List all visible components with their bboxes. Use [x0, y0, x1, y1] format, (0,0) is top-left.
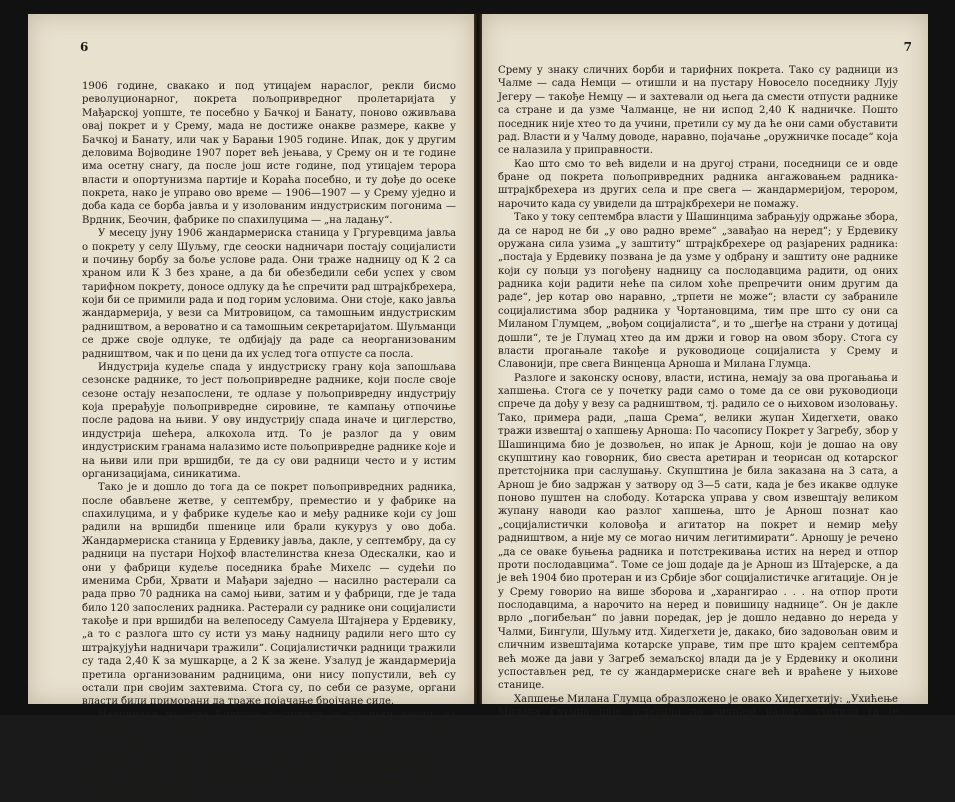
paragraph: У месецу јуну 1906 жандармериска станица у Гргуревцима јавља о покрету у селу Шуљму, где сеоски надничари постају социјалисти и почињу борбу за боље услове рада. Они траже надницу од К 2 са храном или К 3 без хране, а да би обезбедили себи успех у свом тарифном покрету, доносе одлуку да ће спречити рад штрајкбрехера, који би се примили рада и под горим условима. Они стоје, како јавља жандармерија, у вези са Митровицом, са тамошњим индустриским радништвом, а вероватно и са тамошњим секретаријатом. Шуљманци се држе своје одлуке, те одбијају да раде са неорганизованим радништвом, чак и по цени да их услед тога отпусте са посла. — [82, 228, 456, 360]
paragraph: Као што смо то већ видели и на другој страни, поседници се и овде бране од покрета пољопривредних радника ангажовањем радника-штрајкбрехера из других села и пре свега — жандармеријом, терором, нарочито када су увидели да штрајкбрехери не помажу. — [498, 158, 898, 210]
page-number: 6 — [80, 40, 89, 54]
paragraph: Индустрија кудеље спада у индустриску грану која запошљава сезонске раднике, то јест пољопривредне раднике, који после своје сезоне остају незапослени, те одлазе у пољопривредну индустрију која прерађује пољопривредне сировине, те кампању отпочиње после радова на њиви. У ову индустрију спада иначе и циглерство, индустрија шећера, алкохола итд. То је разлог да у овим индустриским гранама налазимо исте пољопривредне раднике које и на њиви или при вршидби, те да су ови радници често и у истим организацијама, синикатима. — [82, 361, 456, 480]
body-text — [498, 64, 898, 733]
paragraph: Разлоге и законску основу, власти, истина, немају за ова прогањања и хапшења. Стога се у почетку ради само о томе да се ови руководиоци спрече да дођу у везу са радништвом, тј. радило се о њиховом изоловању. Тако, примера ради, „паша Срема“, велики жупан Хидегхети, овако тражи извештај о хапшењу Арноша: По часопису Покрет у Загребу, збор у Шашинцима био је дозвољен, но ипак је Арнош, који је дошао на ову скупштину као говорник, био свеста аретиран и теорисан од котарског претстојника при саслушању. Скупштина је била заказана на 3 сата, а Арнош је био задржан у затвору од 3—5 сати, када је без икакве одлуке поново пуштен на слободу. Котарска управа у свом извештају великом жупану наводи као разлог хапшења, што је Арнош познат као „социјалистички коловођа и агитатор на покрет и немир међу радништвом, а није му се могао ничим легитимирати“. Арношу је речено „да се оваке буњења радника и потстрекивања истих на неред и отпор проти послодавцима“. Томе се још додаје да је Арнош из Штајерске, а да је већ 1904 био протеран и из Србије због социјалистичке агитације. Он је у Срему говорио на више зборова и „харангирао . . . на отпор проти послодавцима, а нарочито на неред и повишицу наднице“. Он је дакле врло „погибељан“ по јавни поредак, јер је дошло недавно до нереда у Чалми, Бингули, Шуљму итд. Хидегхети је, дакако, био задовољан овим и сличним извештајима котарске управе, тим пре што крајем септембра већ може да јави у Загреб земаљској влади да је у Ердевику и околини успостављен ред, те су жандармериске снаге већ и враћене у њихове станице. — [498, 372, 898, 692]
paragraph: Тако је и дошло до тога да се покрет пољопривредних радника, после обављене жетве, у септембру, преместио и у фабрике на спахилуцима, и у фабрике кудеље као и међу раднике који су још радили на вршидби пшенице или брали кукуруз у ово доба. Жандармериска станица у Ердевику јавља, дакле, у септембру, да су радници на пустари Нојхоф властелинства кнеза Одескалки, као и они у фабрици кудеље поседника браће Михелс — судећи по именима Срби, Хрвати и Мађари заједно — насилно растерали са рада прво 70 радника на самој њиви, затим и у фабрици, где је тада било 120 запослених радника. Растерали су раднике они социјалисти такође и при вршидби на велепоседу Самуела Штајнера у Ердевику, „а то с разлога што су исти уз мању надницу радили него што су штрајкујући надничари тражили“. Социјалистички радници тражили су тада 2,40 К за мушкарце, а 2 К за жене. Узалуд је жандармерија претила организованим радницима, они нису попустили, већ су остали при својим захтевима. Стога су, по себи се разуме, органи власти били приморани да траже појачање бројчане силе. — [82, 482, 456, 708]
right-page — [482, 14, 928, 732]
paragraph: Хапшење Милана Глумца образложено је овако Хидегхетију: „Ухићење Милана Глумца није уследило по ничијем налогу; ухитила га је оружничка постаја у Врднику . . . “ Радило се о томе да је 10 септембра — [498, 693, 898, 732]
page-number: 7 — [903, 40, 912, 54]
paragraph: 1906 године, свакако и под утицајем нараслог, рекли бисмо револуционарног, покрета пољопривредног пролетаријата у Мађарској уопште, те посебно у Бачкој и Банату, поново оживљава овај покрет и у Срему, мада не достиже онакве размере, какве у Бачкој и Банату, или чак у Барањи 1905 године. Ипак, док у другим деловима Војводине 1907 порет већ јењава, у Срему он и те године има осетну снагу, да после још исте године, под утицајем терора власти и опортунизма партије и Кораћа посебно, и ту дође до осеке покрета, нако је управо ово време — 1906—1907 — у Срему уједно и доба када се борба јавља и у изолованим индустриским погонима — Врдник, Беочин, фабрике по спахилуцима — „на ладању“. — [82, 81, 456, 226]
paragraph: Срему у знаку сличних борби и тарифних покрета. Тако су радници из Чалме — сада Немци — отишли и на пустару Новосело поседнику Лују Јегеру — такође Немцу — и захтевали од њега да смести отпусти раднике са стране и да узме Чалманце, не ни испод 2,40 К надничке. Пошто поседник није хтео то да учини, претили су му да ће они сами обуставити рад. Власти и у Чалму доводе, наравно, појачање „оружничке посаде“ која се налазила у приправности. — [498, 65, 898, 157]
paragraph: Тако у току септембра власти у Шашинцима забрањују одржање збора, да се народ не би „у ово радно време“ „завађао на неред“; у Ердевику оружана сила узима „у заштиту“ штрајкбрехере од разјарених радника: „постаја у Ердевику позвана је да узме у одбрану и заштиту оне раднике који су пољци уз погођену надницу са послодавцима радити, од оних радника који радити неће па силом хоће препречити оним другим да раде“, јер котар ово наравно, „трпети не може“; власти су забраниле социјалистима збор радника у Чортановцима, тим пре што су они са Миланом Глумцем, „вођом социјалиста“, и то „шегђе на страни у дотицај дошли“, те је Глумац хтео да им држи и говор на овом збору. Стога су власти прогањале такође и руководиоце социјалиста у Срему и Славонији, пре свега Винценца Арноша и Милана Глумца. — [498, 212, 898, 371]
left-page — [28, 14, 474, 801]
paragraph: Надничари из села Бингуле поступили су на исти начин, на имањима свог подручја, те забранили надничарима у Чалми, Мартинцима и Кузмину да раде за мању надницу од одлучене, јер су радници у Бингули, њих око 200, на својој скупштини одлучили да нити ће сами да раде за надницу од 2 К, нити ће дозволити да ко са стране долази и ради за ту надницу. Јесењи радови на њиви текли су и по другим селима у — [82, 709, 456, 801]
body-text — [82, 80, 456, 802]
book-gutter — [474, 14, 482, 704]
